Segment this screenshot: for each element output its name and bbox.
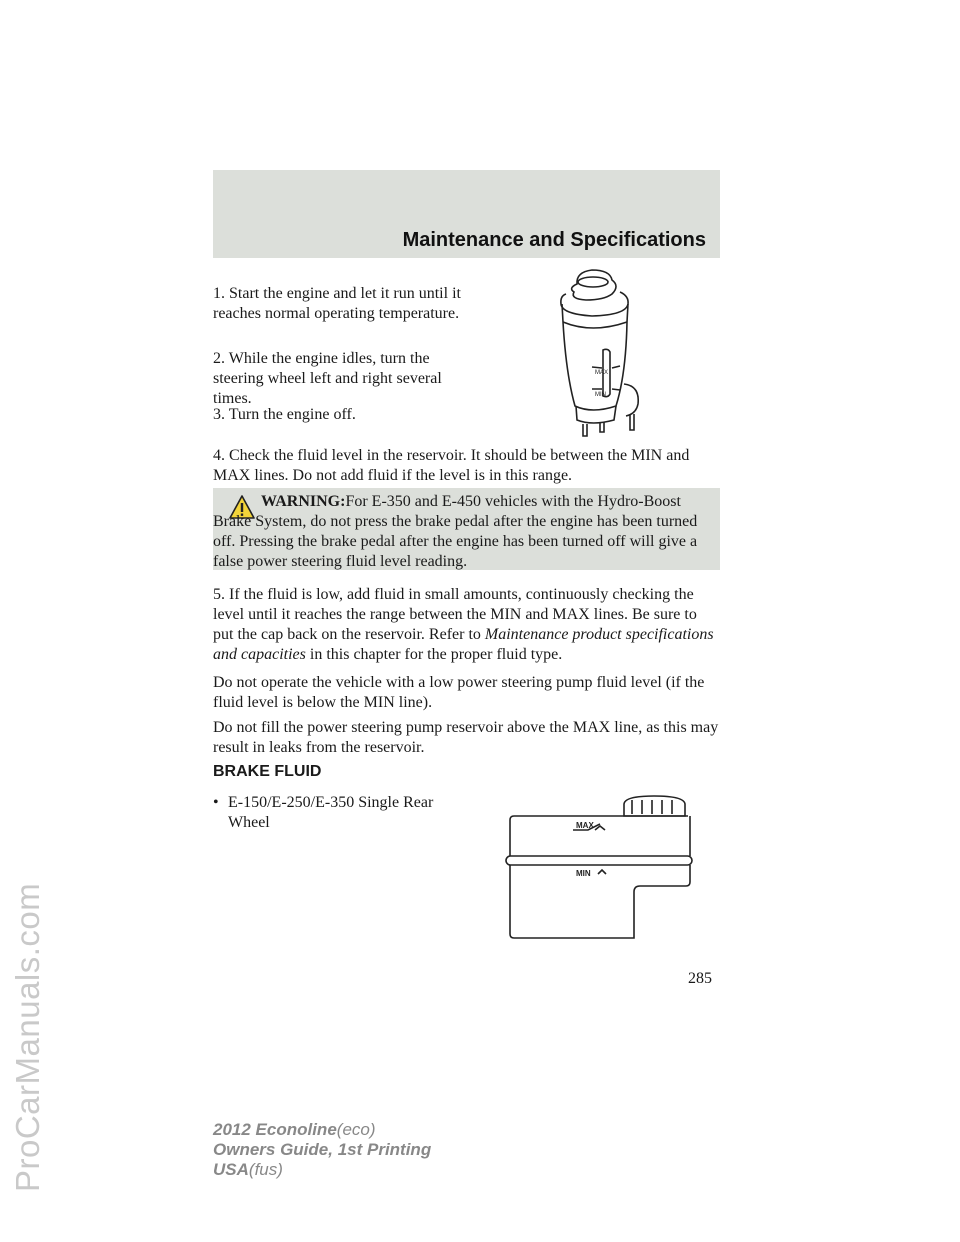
section-title: Maintenance and Specifications — [402, 229, 706, 251]
footer-model: 2012 Econoline — [213, 1120, 337, 1139]
brake-fluid-heading: BRAKE FLUID — [213, 763, 322, 780]
section-header — [213, 170, 720, 258]
list-item — [213, 793, 473, 833]
page-number: 285 — [688, 970, 712, 987]
footer-model-code: (eco) — [336, 1120, 376, 1139]
note-overfill: Do not fill the power steering pump reservoir above the MAX line, as this may result in leaks from the reservoir. — [213, 719, 719, 756]
step-4: 4. Check the fluid level in the reservoir. It should be between the MIN and MAX lines. Do not add fluid if the level is in this range. — [213, 447, 690, 484]
step-5-text: 5. If the fluid is low, add fluid in small amounts, continuously checking the level until it reaches the range between the MIN and MAX lines. Be sure to put the cap back on the reservoir. Refer to — [213, 586, 697, 643]
step-1: 1. Start the engine and let it run until it reaches normal operating temperature. — [213, 285, 461, 322]
step-3: 3. Turn the engine off. — [213, 406, 356, 423]
maintenance-specs-reference: Maintenance product specifications and capacities — [213, 626, 714, 663]
footer-region: USA — [213, 1160, 249, 1179]
footer-region-code: (fus) — [248, 1160, 283, 1179]
brake-max-label: MAX — [576, 821, 594, 830]
warning-text-rest: Brake System, do not press the brake pedal after the engine has been turned off. Pressing the brake pedal after the engine has been turned off will give a false power steering fluid level reading. — [213, 513, 698, 570]
ps-min-label: MIN — [595, 392, 606, 398]
warning-label: WARNING: — [261, 493, 346, 510]
warning-text-first: For E-350 and E-450 vehicles with the Hydro-Boost — [345, 493, 681, 510]
step-5-text-after: in this chapter for the proper fluid type. — [309, 646, 563, 663]
ps-max-label: MAX — [595, 370, 609, 376]
brake-min-label: MIN — [576, 869, 591, 878]
brake-reservoir-illustration — [504, 792, 696, 940]
footer-guide: Owners Guide, 1st Printing — [213, 1140, 432, 1159]
note-low-fluid: Do not operate the vehicle with a low power steering pump fluid level (if the fluid level is below the MIN line). — [213, 674, 705, 711]
step-2: 2. While the engine idles, turn the steering wheel left and right several times. — [213, 350, 442, 407]
warning-text — [213, 492, 716, 572]
step-5 — [213, 585, 720, 665]
warning-box — [213, 488, 720, 570]
watermark: ProCarManuals.com — [9, 882, 46, 1192]
bullet: • — [213, 794, 219, 811]
footer — [213, 1120, 431, 1180]
power-steering-reservoir-illustration — [540, 264, 650, 440]
vehicle-model-item: E-150/E-250/E-350 Single Rear Wheel — [228, 794, 434, 831]
